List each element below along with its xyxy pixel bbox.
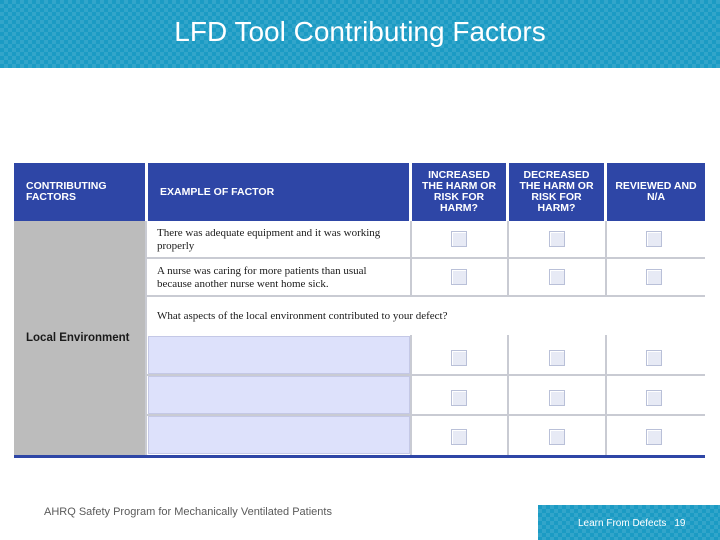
- example-row-2-text: A nurse was caring for more patients than usual because another nurse went home sick.: [157, 265, 367, 290]
- column-divider: [507, 335, 509, 455]
- checkbox-decreased-row-2[interactable]: [549, 269, 565, 285]
- checkbox-decreased-answer-1[interactable]: [549, 350, 565, 366]
- slide-title: LFD Tool Contributing Factors: [174, 16, 546, 47]
- checkbox-increased-answer-3[interactable]: [451, 429, 467, 445]
- local-environment-question: What aspects of the local environment contributed to your defect?: [157, 310, 448, 322]
- answer-input-3[interactable]: [148, 416, 410, 454]
- table-bottom-border: [14, 455, 705, 458]
- column-divider: [605, 221, 607, 297]
- example-row-1-text: There was adequate equipment and it was working properly: [157, 227, 381, 252]
- checkbox-reviewed-answer-1[interactable]: [646, 350, 662, 366]
- footer-program-name: AHRQ Safety Program for Mechanically Ventilated Patients: [44, 506, 332, 518]
- checkbox-reviewed-answer-2[interactable]: [646, 390, 662, 406]
- row-divider: [147, 414, 705, 416]
- checkbox-decreased-row-1[interactable]: [549, 231, 565, 247]
- checkbox-increased-answer-2[interactable]: [451, 390, 467, 406]
- footer-section-title: Learn From Defects: [578, 518, 667, 529]
- checkbox-increased-row-1[interactable]: [451, 231, 467, 247]
- column-divider: [410, 221, 412, 297]
- checkbox-reviewed-row-1[interactable]: [646, 231, 662, 247]
- header-decreased-harm: DECREASED THE HARM OR RISK FOR HARM?: [509, 163, 604, 221]
- page-number: 19: [674, 518, 686, 529]
- header-increased-harm: INCREASED THE HARM OR RISK FOR HARM?: [412, 163, 506, 221]
- checkbox-decreased-answer-3[interactable]: [549, 429, 565, 445]
- answer-input-1[interactable]: [148, 336, 410, 374]
- checkbox-increased-answer-1[interactable]: [451, 350, 467, 366]
- column-divider: [507, 221, 509, 297]
- checkbox-reviewed-answer-3[interactable]: [646, 429, 662, 445]
- contributing-factors-table: [14, 163, 705, 463]
- footer-section: [578, 518, 686, 529]
- column-divider: [605, 335, 607, 455]
- checkbox-reviewed-row-2[interactable]: [646, 269, 662, 285]
- header-reviewed-na: REVIEWED AND N/A: [607, 163, 705, 221]
- checkbox-increased-row-2[interactable]: [451, 269, 467, 285]
- column-divider: [410, 335, 412, 455]
- factor-local-environment: Local Environment: [14, 221, 145, 455]
- title-bar: [0, 0, 720, 68]
- header-example-of-factor: EXAMPLE OF FACTOR: [148, 163, 409, 221]
- header-contributing-factors: CONTRIBUTING FACTORS: [14, 163, 145, 221]
- row-divider: [147, 374, 705, 376]
- answer-input-2[interactable]: [148, 376, 410, 414]
- checkbox-decreased-answer-2[interactable]: [549, 390, 565, 406]
